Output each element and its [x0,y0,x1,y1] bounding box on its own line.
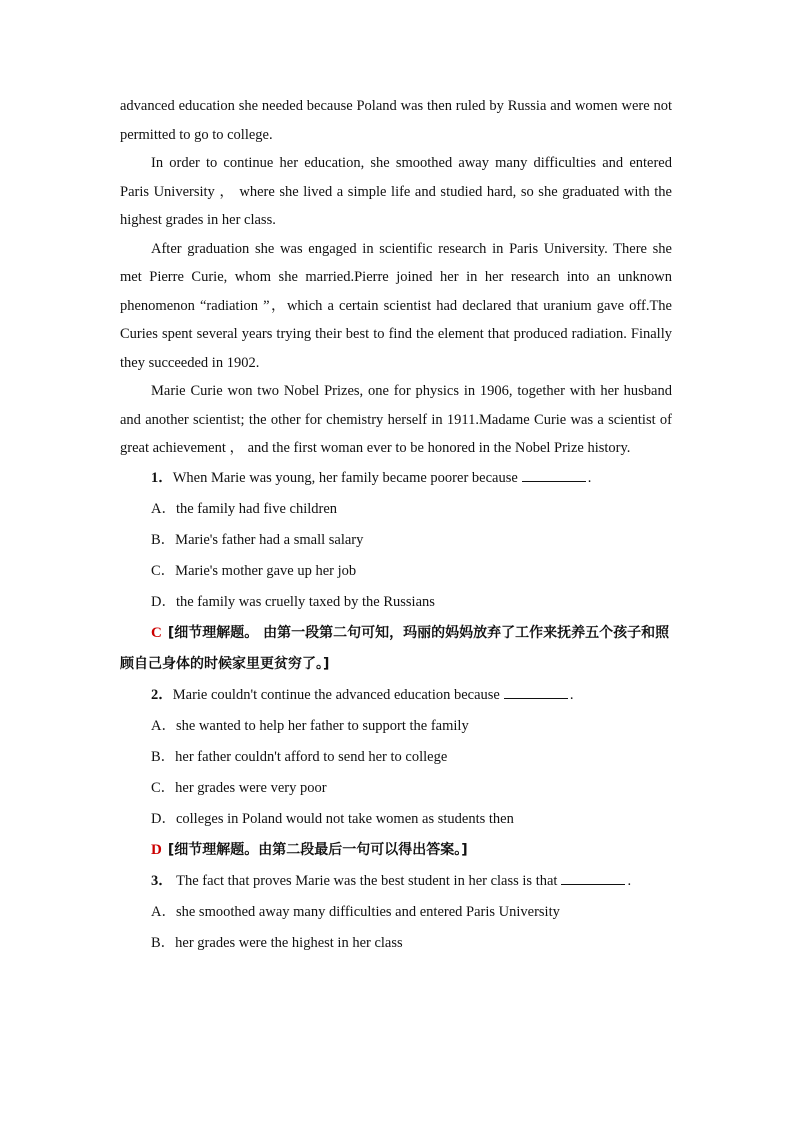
answer-blank [504,684,568,699]
option-c: C．her grades were very poor [151,779,327,796]
option-c: C．Marie's mother gave up her job [151,562,357,579]
explanation-text: [细节理解题。由第二段最后一句可以得出答案。] [167,841,468,858]
explanation-text: [细节理解题。 由第一段第二句可知，玛丽的妈妈放弃了工作来抚养五个孩子和照顾自己身体的时候家里更贫穷了。] [120,624,670,672]
answer-letter: C [151,624,162,641]
passage-paragraph: In order to continue her education, she smoothed away many difficulties and entered Paris University ， where she lived a simple life and studied hard, so she graduated with the highest grades in her class. [120,155,672,228]
answer-letter: D [151,841,162,858]
option-a: A．the family had five children [151,500,338,517]
answer-blank [561,870,625,885]
question-1 [120,463,672,494]
answer-explanation [120,835,672,866]
answer-blank [522,467,586,482]
question-number: 2． [151,686,173,703]
question-end: . [627,872,632,889]
option-b: B．Marie's father had a small salary [151,531,364,548]
document-page [120,92,672,959]
passage-paragraph: Marie Curie won two Nobel Prizes, one for physics in 1906, together with her husband and another scientist; the other for chemistry herself in 1911.Madame Curie was a scientist of great achievement ， and the first woman ever to be honored in the Nobel Prize history. [120,383,672,456]
question-2 [120,680,672,711]
question-stem: When Marie was young, her family became poorer because [172,469,518,486]
passage-paragraph: After graduation she was engaged in scientific research in Paris University. There she met Pierre Curie, whom she married.Pierre joined her in her research into an unknown phenomenon “radiation ”，which a certain scientist had declared that uranium gave off.The Curies spent several years trying their best to find the element that produced radiation. Finally they succeeded in 1902. [120,240,672,371]
option-b: B．her grades were the highest in her class [151,934,403,951]
option-a: A．she smoothed away many difficulties and entered Paris University [151,903,560,920]
question-number: 3． [151,872,173,889]
answer-explanation [120,618,672,680]
option-a: A．she wanted to help her father to support the family [151,717,469,734]
question-end: . [587,469,592,486]
option-d: D．the family was cruelly taxed by the Russians [151,593,435,610]
question-stem: The fact that proves Marie was the best student in her class is that [172,872,558,889]
question-stem: Marie couldn't continue the advanced education because [172,686,500,703]
option-b: B．her father couldn't afford to send her to college [151,748,448,765]
question-number: 1． [151,469,173,486]
passage-paragraph: advanced education she needed because Poland was then ruled by Russia and women were not permitted to go to college. [120,98,672,143]
question-end: . [569,686,574,703]
option-d: D．colleges in Poland would not take women as students then [151,810,514,827]
question-3 [120,866,672,897]
